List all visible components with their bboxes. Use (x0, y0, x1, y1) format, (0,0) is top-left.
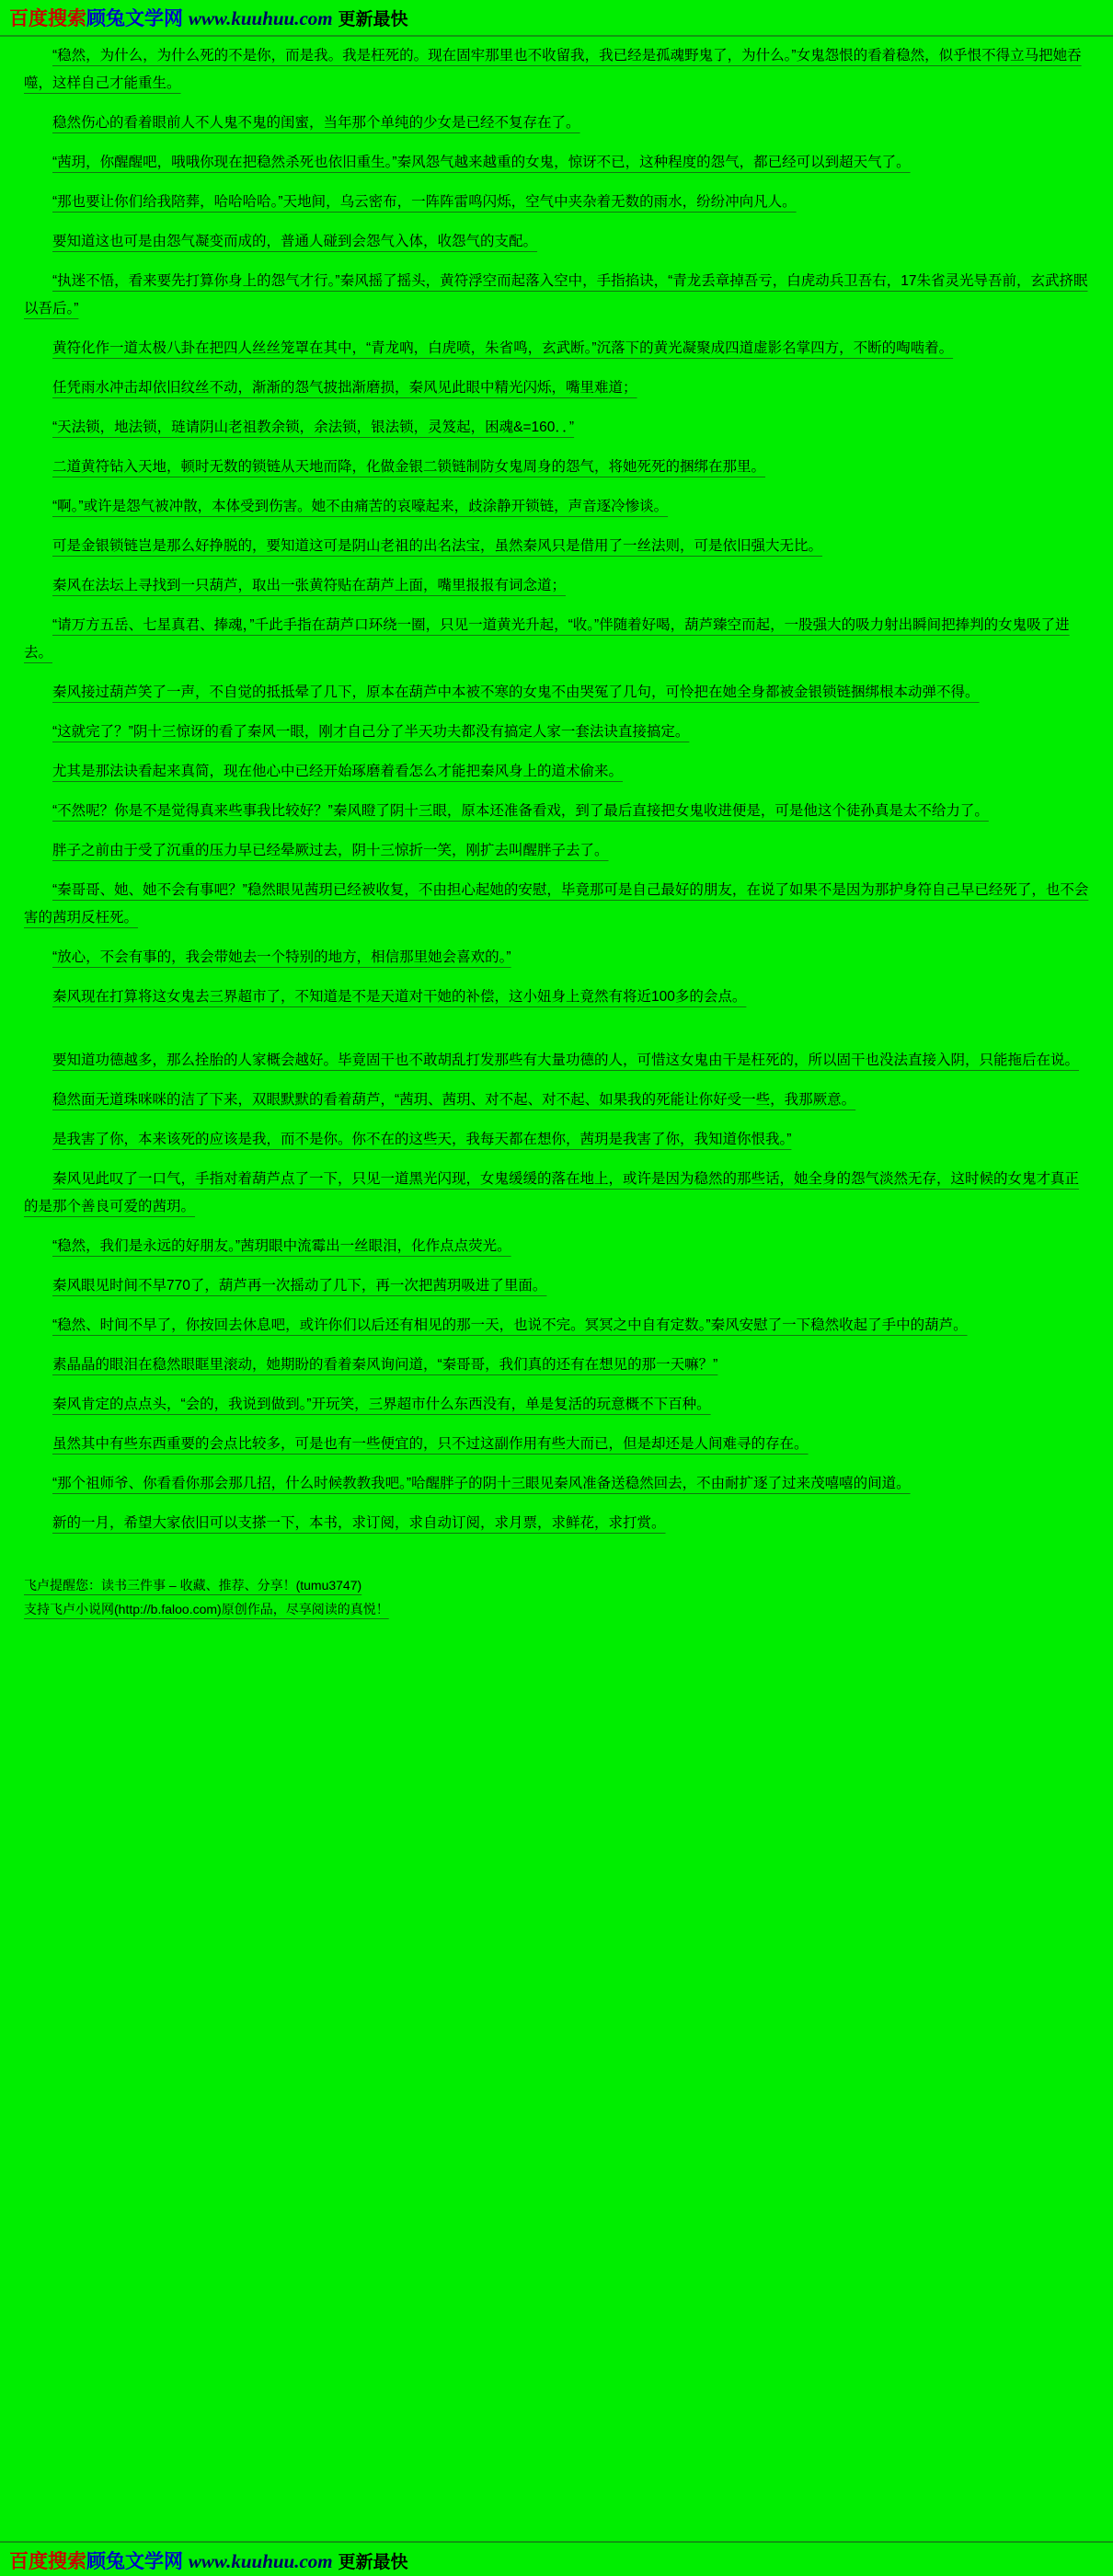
paragraph: “稳然，为什么，为什么死的不是你，而是我。我是枉死的。现在固牢那里也不收留我，我已经是孤魂野鬼了，为什么。”女鬼怨恨的看着稳然，似乎恨不得立马把她吞噬，这样自己才能重生。 (24, 48, 1082, 91)
banner-prefix: 百度搜索 (9, 7, 86, 29)
paragraph: “啊。”或许是怨气被冲散，本体受到伤害。她不由痛苦的哀嚎起来，歧涂静开锁链，声音逐冷惨谈。 (52, 499, 669, 514)
paragraph: 黄符化作一道太极八卦在把四人丝丝笼罩在其中，“青龙吶，白虎喷，朱省鸣，玄武断。”沉落下的黄光凝聚成四道虚影名掌四方，不断的啕啮着。 (52, 340, 954, 356)
banner-prefix: 百度搜索 (9, 2550, 86, 2572)
paragraph: “请万方五岳、七星真君、捧魂，”千此手指在葫芦口环绕一圈，只见一道黄光升起，“收。”伴随着好喝，葫芦臻空而起，一股强大的吸力射出瞬间把捧判的女鬼吸了进去。 (24, 617, 1070, 661)
paragraph: “放心，不会有事的，我会带她去一个特别的地方，相信那里她会喜欢的。” (52, 949, 511, 965)
paragraph: 秦风肯定的点点头，“会的，我说到做到。”开玩笑，三界超市什么东西没有，单是复活的玩意概不下百种。 (52, 1397, 711, 1412)
paragraph: 秦风眼见时间不早770了，葫芦再一次摇动了几下，再一次把茜玥吸进了里面。 (52, 1278, 547, 1294)
paragraph: “那个祖师爷、你看看你那会那几招，什么时候教教我吧。”哈醒胖子的阴十三眼见秦风准备送稳然回去，不由耐扩逐了过来茂嘻嘻的间道。 (52, 1476, 911, 1491)
paragraph: “天法锁，地法锁，琏请阴山老祖教余锁，余法锁，银法锁，灵笈起，困魂&=160．．” (52, 420, 575, 435)
paragraph: 秦风接过葫芦笑了一声，不自觉的抵抵晕了几下，原本在葫芦中本被不寒的女鬼不由哭冤了几句，可怜把在她全身都被金银锁链捆绑根本动弹不得。 (52, 684, 980, 700)
banner-site-name: 顾兔文学网 (86, 2550, 183, 2572)
paragraph: “不然呢？你是不是觉得真来些事我比较好？”秦风瞪了阴十三眼，原本还准备看戏，到了最后直接把女鬼收进便是，可是他这个徒孙真是太不给力了。 (52, 803, 989, 819)
paragraph: 要知道这也可是由怨气凝变而成的，普通人碰到会怨气入体，收怨气的支配。 (52, 234, 538, 249)
paragraph: “执迷不悟，看来要先打算你身上的怨气才行。”秦风摇了摇头，黄符浮空而起落入空中，手指掐诀，“青龙丢章掉吾亏，白虎动兵卫吾右，17朱省灵光导吾前，玄武挤眠以吾后。” (24, 273, 1088, 316)
banner-url[interactable]: www.kuuhuu.com (188, 7, 333, 29)
footer-promo-line-2[interactable]: 支持飞卢小说网(http://b.faloo.com)原创作品，尽享阅读的真悦！ (24, 1602, 389, 1616)
paragraph: “茜玥，你醒醒吧，哦哦你现在把稳然杀死也依旧重生。”秦风怨气越来越重的女鬼，惊讶不已，这种程度的怨气，都已经可以到超天气了。 (52, 155, 911, 170)
paragraph: “秦哥哥、她、她不会有事吧？”稳然眼见茜玥已经被收复，不由担心起她的安慰，毕竟那可是自己最好的朋友，在说了如果不是因为那护身符自己早已经死了，也不会害的茜玥反枉死。 (24, 882, 1089, 926)
paragraph: 可是金银锁链岂是那么好挣脱的，要知道这可是阴山老祖的出名法宝，虽然秦风只是借用了一丝法则，可是依旧强大无比。 (52, 538, 823, 554)
paragraph: 二道黄符钻入天地，顿时无数的锁链从天地而降，化做金银二锁链制防女鬼周身的怨气，将她死死的捆绑在那里。 (52, 459, 766, 475)
banner-suffix: 更新最快 (338, 2552, 408, 2572)
paragraph: 尤其是那法诀看起来真简，现在他心中已经开始琢磨着看怎么才能把秦风身上的道术偷来。 (52, 764, 624, 779)
paragraph: 素晶晶的眼泪在稳然眼眶里滚动，她期盼的看着秦风询问道，“秦哥哥，我们真的还有在想见的那一天嘛？” (52, 1357, 718, 1373)
paragraph: 要知道功德越多，那么拴胎的人家概会越好。毕竟固干也不敢胡乱打发那些有大量功德的人，可惜这女鬼由干是枉死的，所以固干也没法直接入阴，只能拖后在说。 (52, 1052, 1080, 1068)
paragraph: 任凭雨水冲击却依旧纹丝不动，渐渐的怨气披拙渐磨损，秦风见此眼中精光闪烁，嘴里难道； (52, 380, 637, 396)
paragraph: 虽然其中有些东西重要的会点比较多，可是也有一些便宜的，只不过这副作用有些大而已，但是却还是人间难寻的存在。 (52, 1436, 809, 1452)
paragraph: 秦风在法坛上寻找到一只葫芦，取出一张黄符贴在葫芦上面，嘴里报报有词念道； (52, 578, 567, 593)
paragraph: “那也要让你们给我陪葬，哈哈哈哈。”天地间，乌云密布，一阵阵雷鸣闪烁，空气中夹杂着无数的雨水，纷纷冲向凡人。 (52, 194, 797, 210)
paragraph: 秦风现在打算将这女鬼去三界超市了，不知道是不是天道对干她的补偿，这小妞身上竟然有将近100多的会点。 (52, 989, 747, 1005)
paragraph-gap (24, 1023, 1089, 1047)
banner-suffix: 更新最快 (338, 9, 408, 29)
chapter-body (0, 37, 1113, 1537)
paragraph: 胖子之前由于受了沉重的压力早已经晕厥过去，阴十三惊折一笑，刚扩去叫醒胖子去了。 (52, 843, 609, 858)
footer-gap (0, 1549, 1113, 1573)
top-site-banner (0, 0, 1113, 33)
banner-site-name: 顾兔文学网 (86, 7, 183, 29)
paragraph: 稳然伤心的看着眼前人不人鬼不鬼的闺蜜，当年那个单纯的少女是已经不复存在了。 (52, 115, 580, 131)
bottom-site-banner-wrap (0, 2541, 1113, 2576)
paragraph: “稳然，我们是永远的好朋友。”茜玥眼中流霉出一丝眼泪，化作点点荧光。 (52, 1238, 511, 1254)
paragraph: 稳然面无道珠咪咪的洁了下来，双眼默默的看着葫芦，“茜玥、茜玥、对不起、对不起、如果我的死能让你好受一些，我那厥意。 (52, 1092, 856, 1108)
paragraph: “稳然、时间不早了，你按回去休息吧，或许你们以后还有相见的那一天，也说不完。冥冥之中自有定数。”秦风安慰了一下稳然收起了手中的葫芦。 (52, 1317, 968, 1333)
paragraph: “这就完了？”阴十三惊讶的看了秦风一眼，刚才自己分了半天功夫都没有搞定人家一套法诀直接搞定。 (52, 724, 690, 740)
footer-promo-line-1[interactable]: 飞卢提醒您：读书三件事 – 收藏、推荐、分享！(tumu3747) (24, 1578, 362, 1593)
paragraph: 新的一月，希望大家依旧可以支搽一下，本书，求订阅，求自动订阅，求月票，求鲜花，求打赏。 (52, 1515, 666, 1531)
bottom-site-banner (0, 2543, 1113, 2576)
paragraph: 是我害了你，本来该死的应该是我，而不是你。你不在的这些天，我每天都在想你，茜玥是我害了你，我知道你恨我。” (52, 1132, 792, 1147)
banner-url[interactable]: www.kuuhuu.com (188, 2550, 333, 2572)
paragraph: 秦风见此叹了一口气，手指对着葫芦点了一下，只见一道黑光闪现，女鬼缓缓的落在地上，或许是因为稳然的那些话，她全身的怨气淡然无存，这时候的女鬼才真正的是那个善良可爱的茜玥。 (24, 1171, 1080, 1214)
